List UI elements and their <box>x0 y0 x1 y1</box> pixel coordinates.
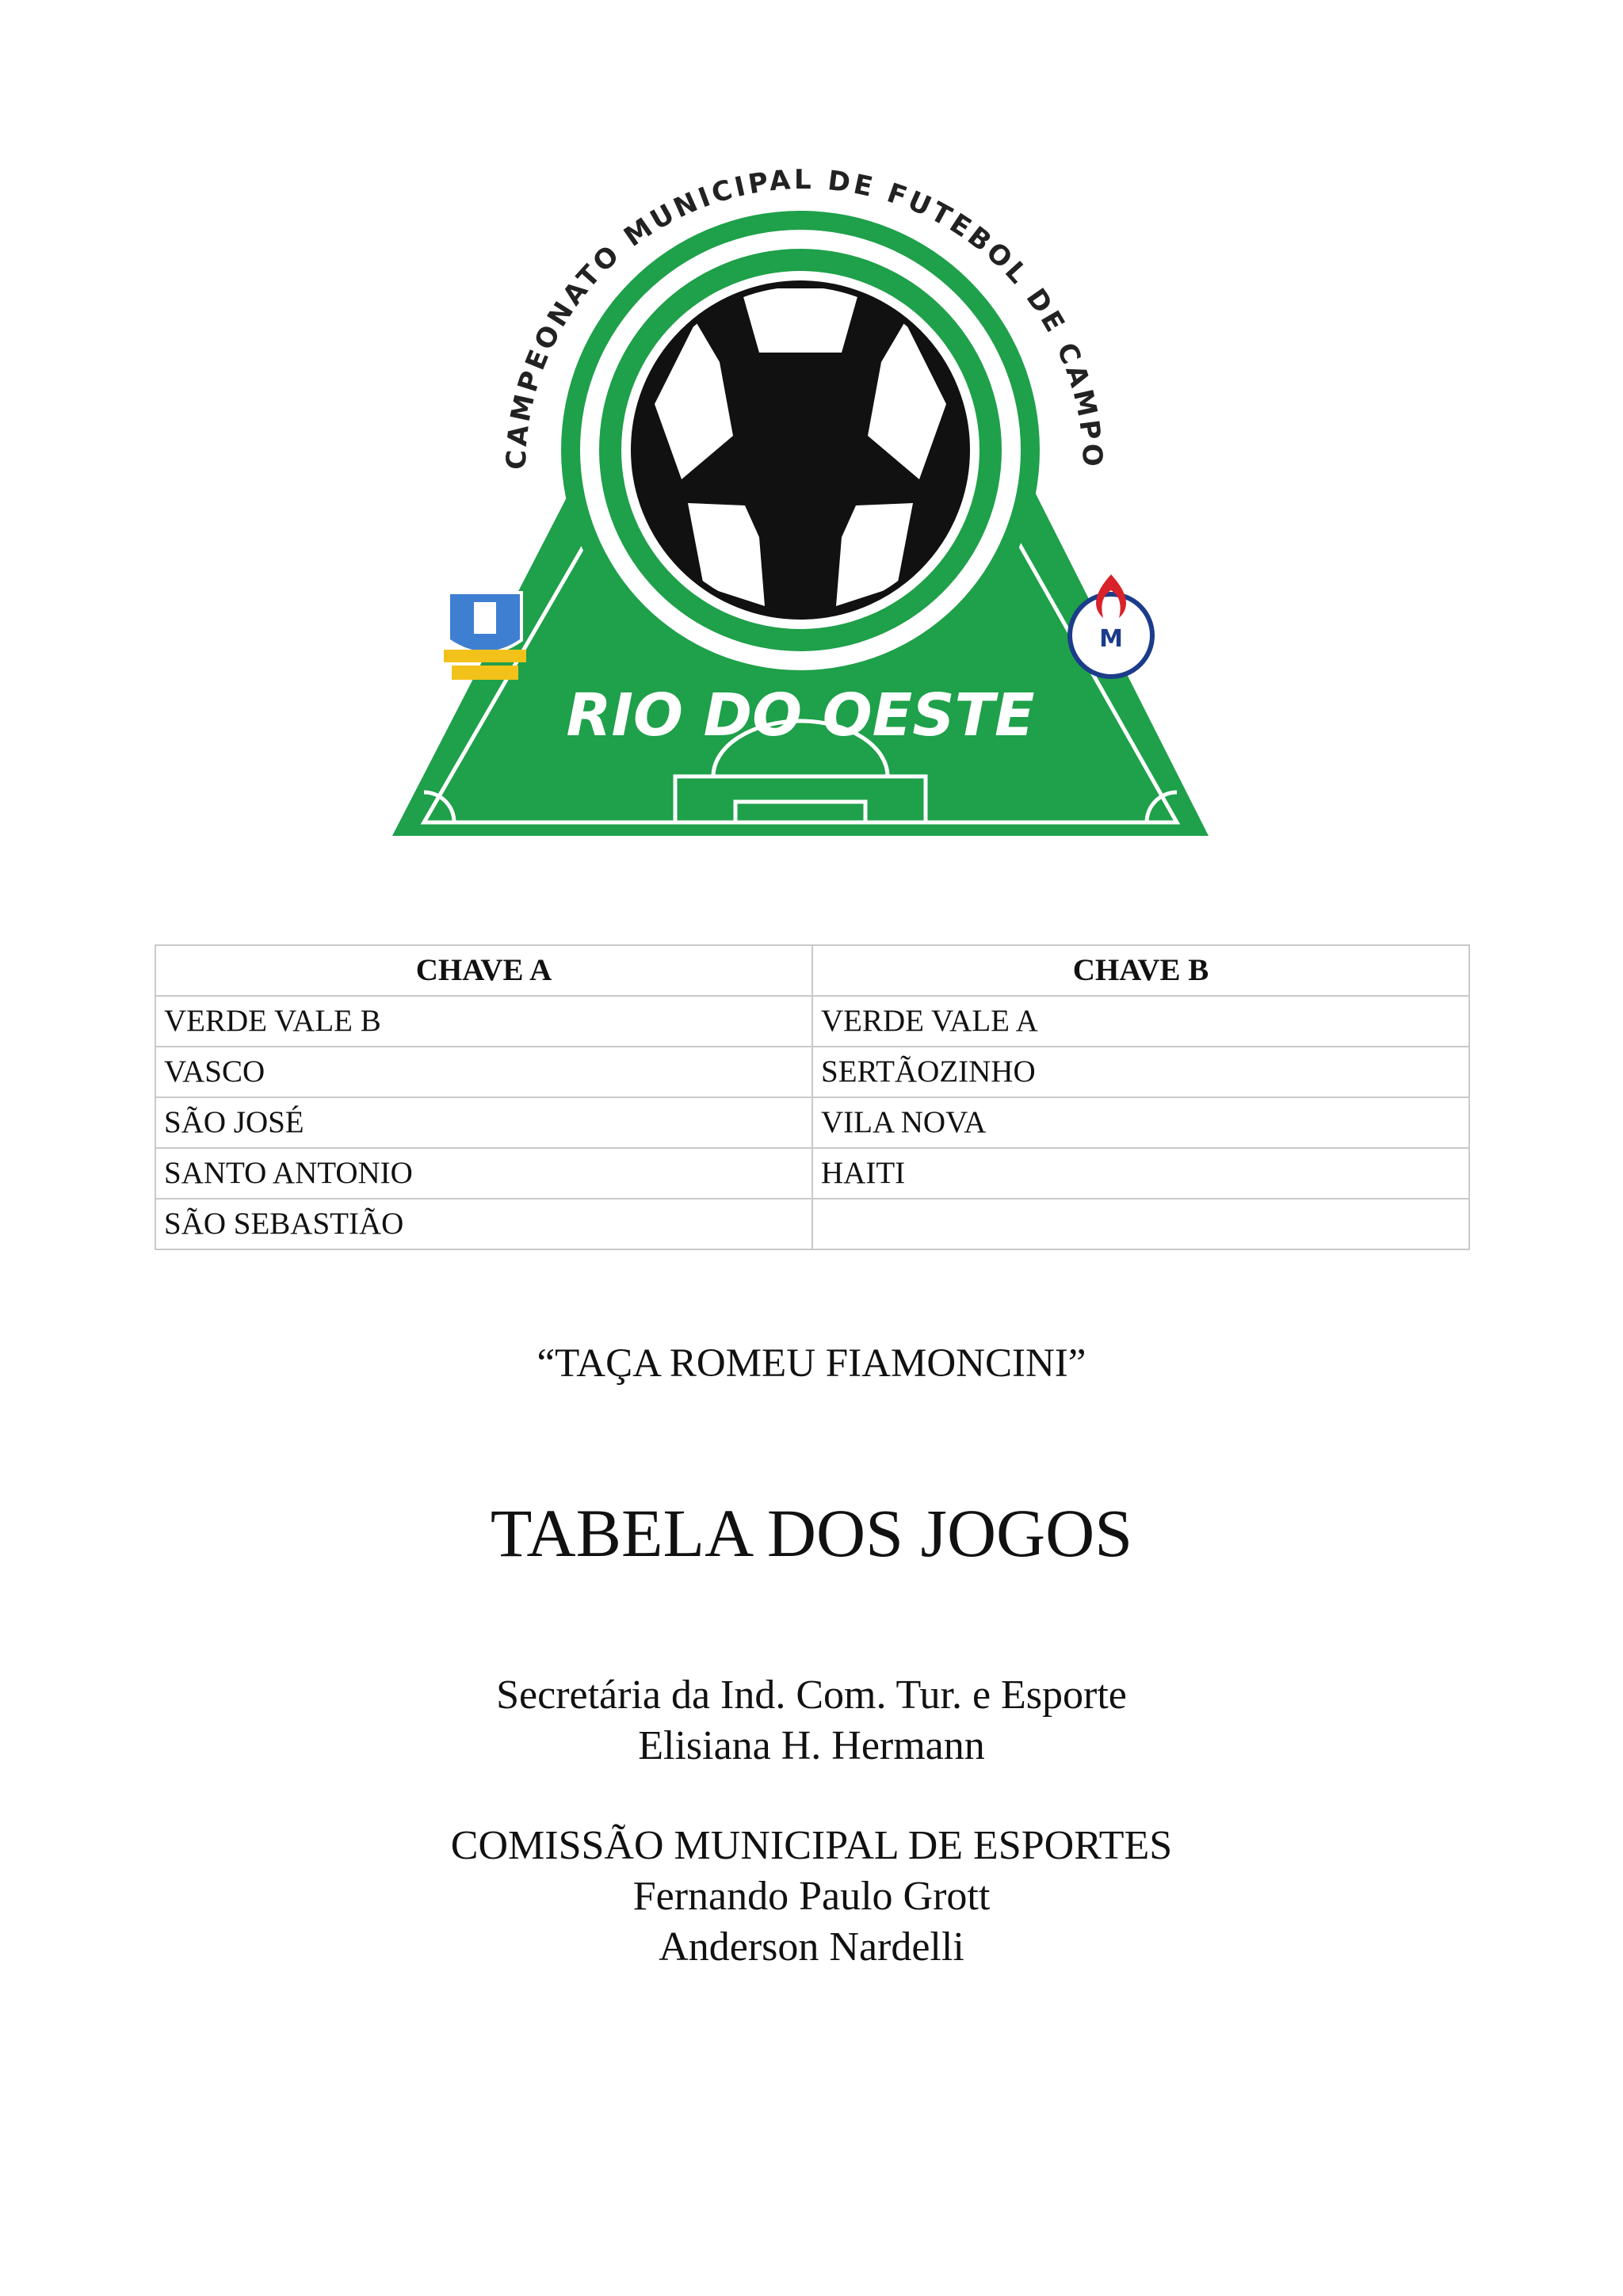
table-row <box>155 1097 1469 1148</box>
logo-arc-text: CAMPEONATO MUNICIPAL DE FUTEBOL DE CAMPO <box>500 163 1109 471</box>
group-b-team: SERTÃOZINHO <box>812 1047 1469 1097</box>
commission-member: Fernando Paulo Grott <box>632 1874 991 1919</box>
page-title: TABELA DOS JOGOS <box>490 1495 1133 1571</box>
group-b-team <box>812 1199 1469 1249</box>
secretary-department: Secretária da Ind. Com. Tur. e Esporte <box>496 1672 1127 1718</box>
table-row <box>155 1148 1469 1199</box>
commission-member: Anderson Nardelli <box>659 1924 964 1970</box>
championship-logo <box>380 143 1220 856</box>
groups-table <box>155 944 1470 1250</box>
group-b-team: VERDE VALE A <box>812 996 1469 1047</box>
group-a-header: CHAVE A <box>155 945 812 996</box>
group-a-team: SANTO ANTONIO <box>155 1148 812 1199</box>
municipal-coat-of-arms-icon <box>444 593 526 680</box>
group-b-team: VILA NOVA <box>812 1097 1469 1148</box>
cup-title: “TAÇA ROMEU FIAMONCINI” <box>537 1341 1086 1386</box>
table-row <box>155 996 1469 1047</box>
table-row <box>155 1199 1469 1249</box>
group-a-team: SÃO JOSÉ <box>155 1097 812 1148</box>
commission-block <box>0 1821 1623 1973</box>
group-a-team: VERDE VALE B <box>155 996 812 1047</box>
group-a-team: SÃO SEBASTIÃO <box>155 1199 812 1249</box>
commission-title: COMISSÃO MUNICIPAL DE ESPORTES <box>450 1823 1173 1868</box>
table-header-row <box>155 945 1469 996</box>
group-a-team: VASCO <box>155 1047 812 1097</box>
soccer-ball-icon <box>634 284 967 616</box>
svg-text:M: M <box>1099 625 1123 653</box>
secretary-name: Elisiana H. Hermann <box>638 1723 985 1768</box>
logo-city-name: RIO DO OESTE <box>566 681 1035 749</box>
group-b-team: HAITI <box>812 1148 1469 1199</box>
table-row <box>155 1047 1469 1097</box>
group-b-header: CHAVE B <box>812 945 1469 996</box>
secretary-block <box>0 1670 1623 1772</box>
